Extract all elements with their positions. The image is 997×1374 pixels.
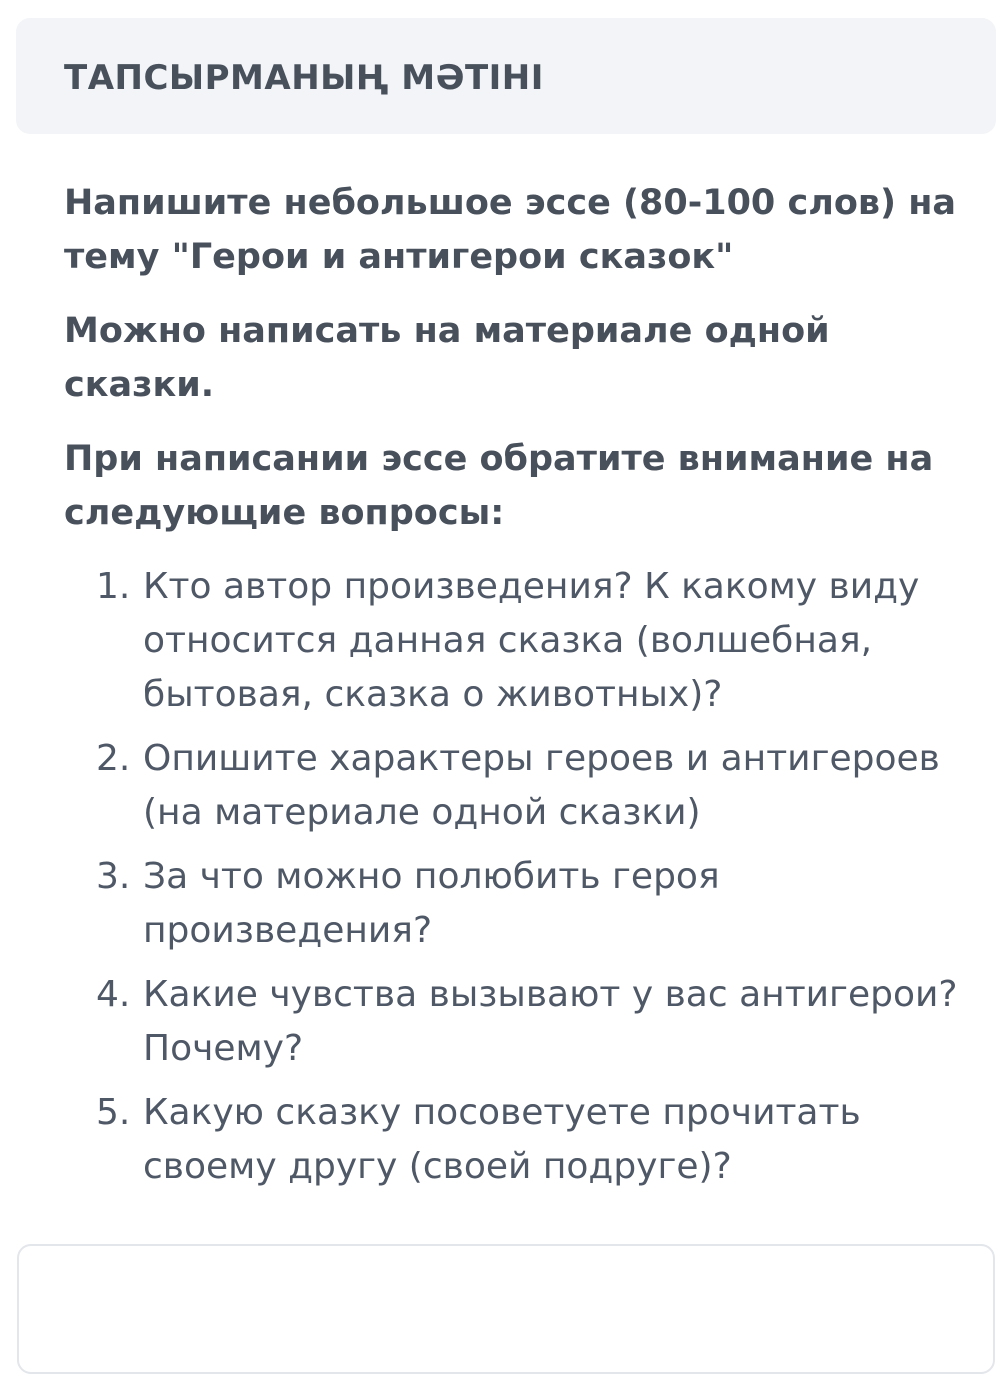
task-header-title: ТАПСЫРМАНЫҢ МӘТІНІ: [64, 58, 544, 98]
question-number: 5.: [96, 1092, 131, 1133]
task-paragraph-material: Можно написать на материале одной сказки.: [64, 311, 830, 405]
question-item: [64, 732, 964, 840]
question-text: Кто автор произведения? К какому виду относится данная сказка (волшебная, бытовая, сказка о животных)?: [143, 566, 920, 715]
question-item: [64, 850, 964, 958]
question-text: Опишите характеры героев и антигероев (на материале одной сказки): [143, 738, 940, 833]
question-item: [64, 1086, 964, 1194]
question-text: Какую сказку посоветуете прочитать своему другу (своей подруге)?: [143, 1092, 861, 1187]
question-text: Какие чувства вызывают у вас антигерои? Почему?: [143, 974, 958, 1069]
task-paragraph-questions-intro: При написании эссе обратите внимание на следующие вопросы:: [64, 439, 934, 533]
question-number: 4.: [96, 974, 131, 1015]
question-item: [64, 560, 964, 722]
task-header: [16, 18, 996, 134]
question-number: 3.: [96, 856, 131, 897]
questions-list: [64, 560, 964, 1194]
answer-input-box[interactable]: [17, 1244, 995, 1374]
task-text: [64, 176, 964, 1204]
question-number: 1.: [96, 566, 131, 607]
question-text: За что можно полюбить героя произведения?: [143, 856, 720, 951]
task-paragraph-topic: Напишите небольшое эссе (80-100 слов) на тему "Герои и антигерои сказок": [64, 183, 957, 277]
question-item: [64, 968, 964, 1076]
question-number: 2.: [96, 738, 131, 779]
